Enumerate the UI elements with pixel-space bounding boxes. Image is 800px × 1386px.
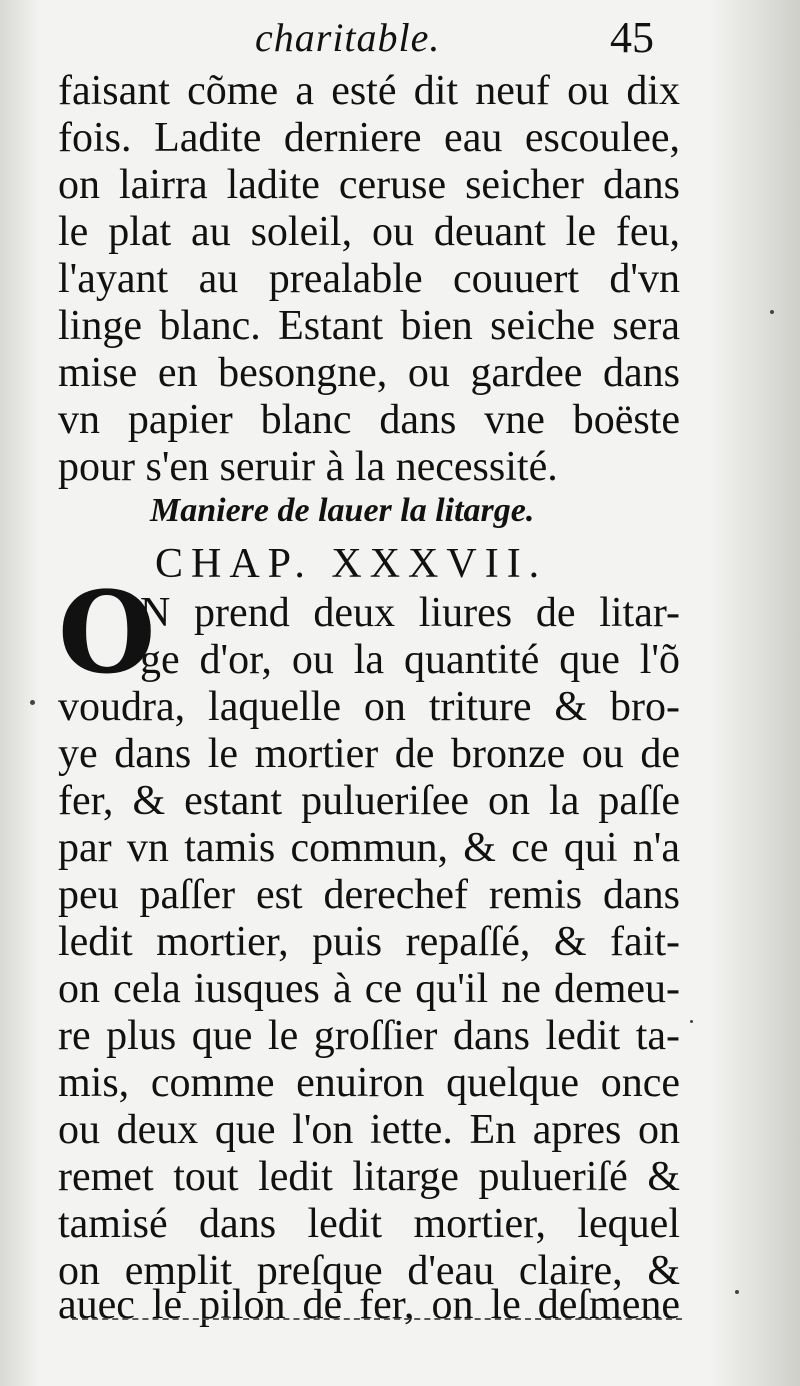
text-line: le plat au soleil, ou deuant le feu, — [58, 209, 680, 255]
bottom-underline — [72, 1318, 682, 1320]
running-head: charitable. — [255, 15, 441, 60]
text-line: tamisé dans ledit mortier, lequel — [58, 1201, 680, 1247]
text-line: ledit mortier, puis repaſſé, & fait- — [58, 919, 680, 965]
page-number: 45 — [610, 13, 654, 62]
text-line: remet tout ledit litarge pulueriſé & — [58, 1154, 680, 1200]
text-line: fois. Ladite derniere eau escoulee, — [58, 115, 680, 161]
text-line: re plus que le groſſier dans ledit ta- — [58, 1013, 680, 1059]
text-line: auec le pilon de fer, on le deſmene — [58, 1282, 680, 1328]
text-line: l'ayant au prealable couuert d'vn — [58, 256, 680, 302]
text-line: on cela iusques à ce qu'il ne demeu- — [58, 966, 680, 1012]
text-line: vn papier blanc dans vne boëste — [58, 397, 680, 443]
text-line: par vn tamis commun, & ce qui n'a — [58, 825, 680, 871]
scan-edge-right — [710, 0, 800, 1386]
text-line: on emplit preſque d'eau claire, & — [58, 1248, 680, 1294]
text-line: ou deux que l'on iette. En apres on — [58, 1107, 680, 1153]
scan-speck — [30, 700, 35, 705]
chapter-number: CHAP. XXXVII. — [155, 541, 548, 587]
text-line: mis, comme enuiron quelque once — [58, 1060, 680, 1106]
text-line: faisant cõme a esté dit neuf ou dix — [58, 68, 680, 114]
text-line: peu paſſer est derechef remis dans — [58, 872, 680, 918]
text-line: mise en besongne, ou gardee dans — [58, 350, 680, 396]
text-line: N prend deux liures de litar- — [140, 590, 680, 636]
text-line: linge blanc. Estant bien seiche sera — [58, 303, 680, 349]
scan-speck — [735, 1290, 739, 1294]
text-line: pour s'en seruir à la necessité. — [58, 444, 558, 490]
scan-edge-left — [0, 0, 40, 1386]
text-line: voudra, laquelle on triture & bro- — [58, 684, 680, 730]
text-line: fer, & estant pulueriſee on la paſſe — [58, 778, 680, 824]
drop-cap: O — [58, 568, 156, 699]
scan-speck — [690, 1020, 693, 1023]
text-line: ye dans le mortier de bronze ou de — [58, 731, 680, 777]
text-line: ge d'or, ou la quantité que l'õ — [140, 637, 680, 683]
chapter-title: Maniere de lauer la litarge. — [150, 492, 535, 529]
scan-speck — [770, 310, 774, 314]
text-line: on lairra ladite ceruse seicher dans — [58, 162, 680, 208]
